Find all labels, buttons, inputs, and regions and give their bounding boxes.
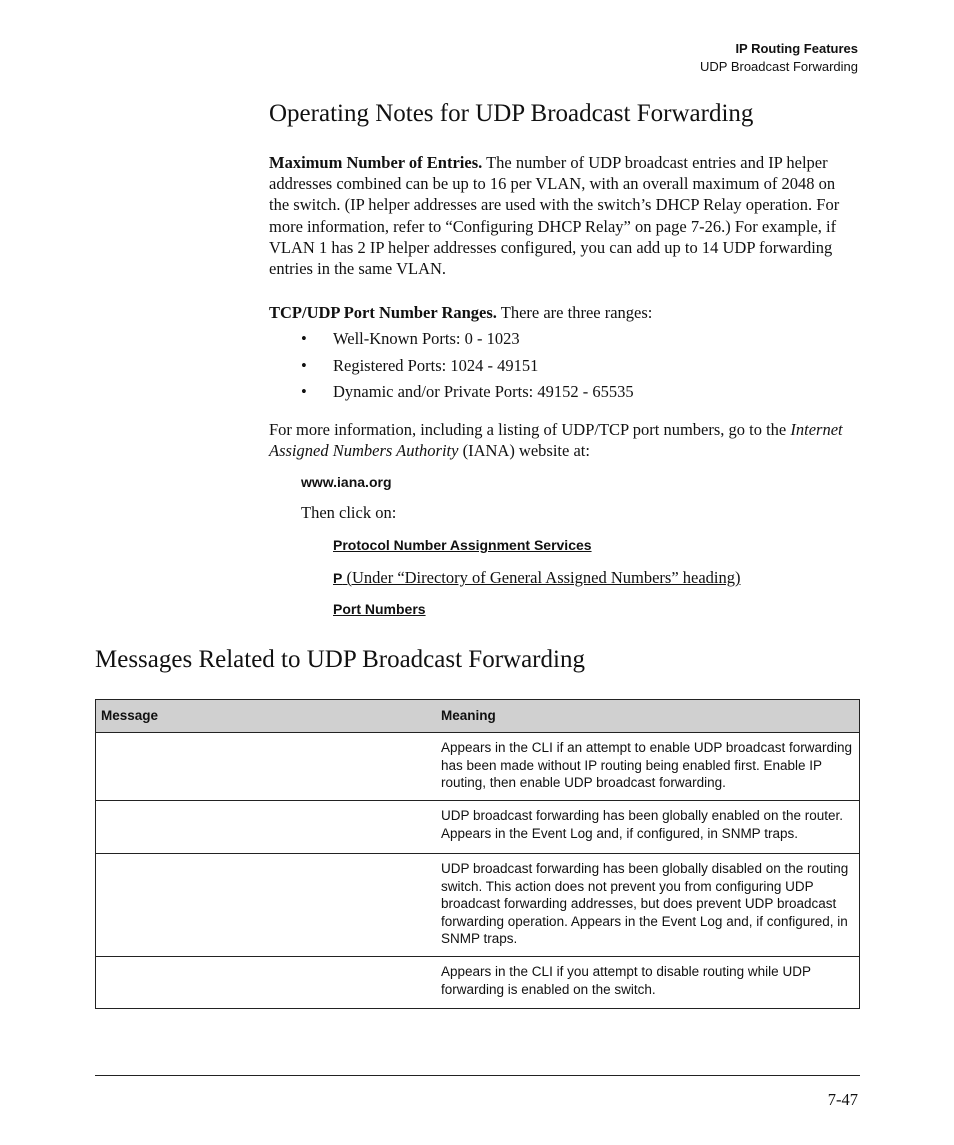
iana-name: Internet Assigned Numbers Authority <box>269 420 843 461</box>
list-item-text: Well-Known Ports: 0 - 1023 <box>333 329 520 348</box>
table-row <box>96 733 860 801</box>
list-item <box>269 327 859 354</box>
table-row <box>96 801 860 854</box>
bullet-icon: • <box>301 382 307 401</box>
list-item <box>269 380 859 407</box>
bullet-icon: • <box>301 329 307 348</box>
list-item-text: Registered Ports: 1024 - 49151 <box>333 355 539 375</box>
table-header-row <box>96 700 860 733</box>
link-p[interactable]: P <box>333 570 343 586</box>
iana-url[interactable]: www.iana.org <box>301 474 392 490</box>
link-p-line <box>333 568 741 588</box>
column-header-message: Message <box>96 700 437 733</box>
list-item-text: Dynamic and/or Private Ports: 49152 - 65535 <box>333 382 634 401</box>
table-row <box>96 854 860 957</box>
then-click-text: Then click on: <box>301 503 397 522</box>
running-head <box>700 40 858 76</box>
running-head-chapter: IP Routing Features <box>735 41 858 56</box>
paragraph-max-entries <box>269 152 859 279</box>
table-row <box>96 957 860 1009</box>
paragraph-text: The number of UDP broadcast entries and IP helper addresses combined can be up to 16 per VLAN, with an overall maximum of 2048 on the switch. (IP helper addresses are used with the switch’s DHCP Relay operation. For more information, refer to “Configuring DHCP Relay” on page 7-26.) For example, if VLAN 1 has 2 IP helper addresses configured, you can add up to 14 UDP forwarding entries in the same VLAN. <box>269 153 840 279</box>
message-cell <box>96 801 437 854</box>
message-cell <box>96 733 437 801</box>
message-cell <box>96 854 437 957</box>
paragraph-port-ranges <box>269 302 859 323</box>
meaning-cell: UDP broadcast forwarding has been globally enabled on the router. Appears in the Event Log and, if configured, in SNMP traps. <box>436 801 860 854</box>
list-item <box>269 354 859 381</box>
messages-table <box>95 699 860 1009</box>
runin-heading: TCP/UDP Port Number Ranges. <box>269 303 497 322</box>
meaning-cell: Appears in the CLI if you attempt to disable routing while UDP forwarding is enabled on the switch. <box>436 957 860 1009</box>
paragraph-text: There are three ranges: <box>496 303 653 322</box>
running-head-section: UDP Broadcast Forwarding <box>700 59 858 74</box>
paragraph-iana <box>269 419 859 461</box>
port-range-list <box>269 327 859 407</box>
section-title-messages: Messages Related to UDP Broadcast Forwarding <box>95 646 585 673</box>
page-number: 7-47 <box>827 1090 858 1109</box>
footer-rule <box>95 1075 860 1076</box>
section-title-operating-notes: Operating Notes for UDP Broadcast Forwarding <box>269 100 754 127</box>
column-header-meaning: Meaning <box>436 700 860 733</box>
link-protocol-number-assignment[interactable]: Protocol Number Assignment Services <box>333 537 592 553</box>
runin-heading: Maximum Number of Entries. <box>269 153 483 172</box>
link-port-numbers[interactable]: Port Numbers <box>333 601 426 617</box>
meaning-cell: UDP broadcast forwarding has been globally disabled on the routing switch. This action does not prevent you from configuring UDP broadcast forwarding addresses, but does prevent UDP broadcast forwarding operation. Appears in the Event Log and, if configured, in SNMP traps. <box>436 854 860 957</box>
link-p-note: (Under “Directory of General Assigned Numbers” heading) <box>342 568 741 587</box>
paragraph-text: For more information, including a listing of UDP/TCP port numbers, go to the <box>269 420 791 439</box>
bullet-icon: • <box>301 355 307 375</box>
meaning-cell: Appears in the CLI if an attempt to enable UDP broadcast forwarding has been made without IP routing being enabled first. Enable IP routing, then enable UDP broadcast forwarding. <box>436 733 860 801</box>
paragraph-text: (IANA) website at: <box>458 441 590 461</box>
message-cell <box>96 957 437 1009</box>
